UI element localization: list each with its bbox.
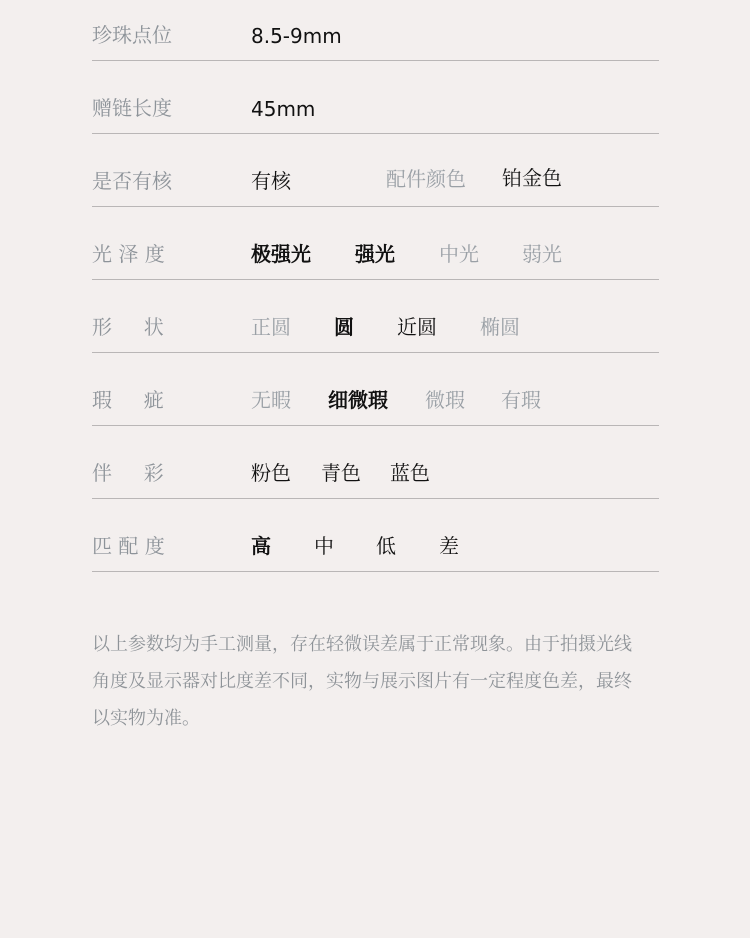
- spec-sublabel-accessory-color: 配件颜色: [386, 167, 466, 191]
- spec-value: 有核: [251, 169, 291, 193]
- spec-option: 低: [376, 534, 396, 558]
- spec-option: 有瑕: [501, 388, 541, 412]
- spec-value: 8.5-9mm: [251, 24, 342, 48]
- spec-row-nucleus: [92, 134, 659, 207]
- spec-row-blemish: [92, 353, 659, 426]
- spec-option: 中: [314, 534, 334, 558]
- note-line: 以实物为准。: [92, 708, 200, 729]
- spec-row-match: [92, 499, 659, 572]
- spec-row-chain-length: [92, 61, 659, 134]
- disclaimer-note: [92, 626, 664, 737]
- spec-label: 伴 彩: [92, 461, 164, 485]
- spec-option: 无暇: [251, 388, 291, 412]
- spec-row-overtone: [92, 426, 659, 499]
- spec-option: 微瑕: [425, 388, 465, 412]
- spec-value-accessory-color: 铂金色: [502, 166, 562, 190]
- spec-row-luster: [92, 207, 659, 280]
- spec-option: 正圆: [251, 315, 291, 339]
- spec-label: 珍珠点位: [92, 23, 172, 47]
- spec-row-shape: [92, 280, 659, 353]
- spec-option-selected: 高: [251, 534, 271, 558]
- spec-option: 椭圆: [480, 315, 520, 339]
- note-line: 角度及显示器对比度差不同，实物与展示图片有一定程度色差，最终: [92, 671, 632, 692]
- spec-row-pearl-size: [92, 0, 659, 61]
- spec-label: 是否有核: [92, 169, 172, 193]
- spec-option: 弱光: [522, 242, 562, 266]
- spec-option: 中光: [439, 242, 479, 266]
- spec-value: 蓝色: [390, 461, 430, 485]
- spec-option-selected: 近圆: [397, 315, 437, 339]
- spec-label: 匹 配 度: [92, 534, 165, 558]
- spec-option-selected: 细微瑕: [328, 388, 388, 412]
- note-line: 以上参数均为手工测量，存在轻微误差属于正常现象。由于拍摄光线: [92, 634, 632, 655]
- spec-value: 45mm: [251, 97, 316, 121]
- spec-option: 差: [439, 534, 459, 558]
- spec-label: 瑕 疵: [92, 388, 164, 412]
- spec-value: 青色: [321, 461, 361, 485]
- spec-label: 形 状: [92, 315, 164, 339]
- spec-option-selected: 极强光: [251, 242, 311, 266]
- spec-option-selected: 强光: [355, 242, 395, 266]
- spec-label: 赠链长度: [92, 96, 172, 120]
- spec-label: 光 泽 度: [92, 242, 165, 266]
- spec-value: 粉色: [251, 461, 291, 485]
- spec-option-selected: 圆: [334, 315, 354, 339]
- spec-table: [92, 0, 659, 572]
